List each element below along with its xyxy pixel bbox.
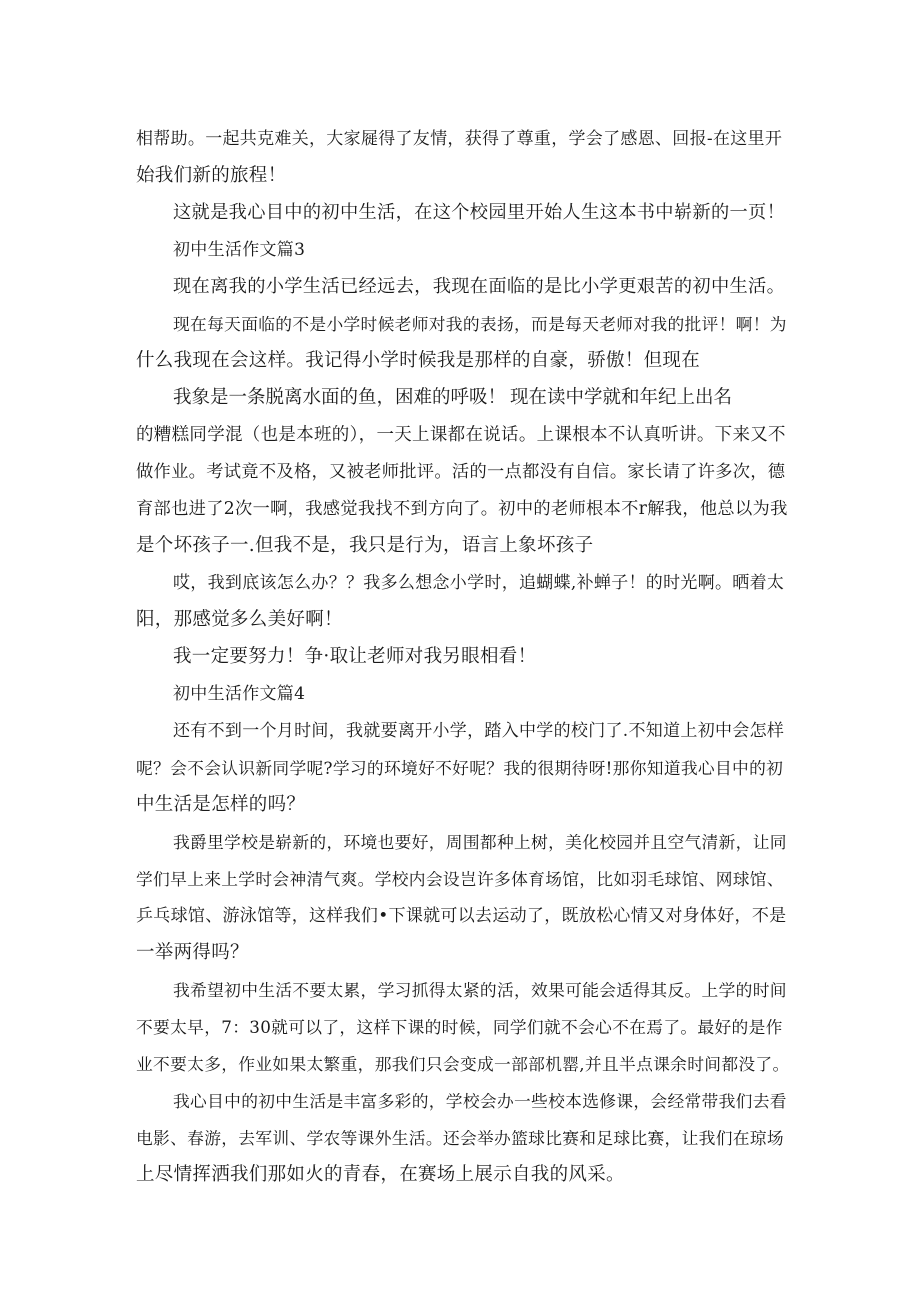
paragraph-line: 始我们新的旅程！ bbox=[136, 165, 287, 186]
paragraph-line: 现在读中学就和年纪上出名 bbox=[510, 387, 733, 408]
section-heading: 初中生活作文篇4 bbox=[173, 684, 306, 704]
paragraph-line: 还有不到一个月时间，我就要离开小学，踏入中学的校门了.不知道上初中会怎样 bbox=[173, 721, 785, 741]
paragraph-line: 阳，那感觉多么美好啊！ bbox=[136, 609, 343, 630]
paragraph-line: 做作业。考试竟不及格，又被老师批评。活的一点都没有自信。家长请了许多次，德 bbox=[136, 462, 786, 482]
paragraph-line: 现在离我的小学生活已经远去，我现在面临的是比小学更艰苦的初中生活。 bbox=[173, 276, 786, 297]
paragraph-line: 什么我现在会这样。我记得小学时候我是那样的自豪，骄傲！但现在 bbox=[136, 350, 701, 371]
paragraph-line: 呢？会不会认识新同学呢?学习的环境好不好呢？我的很期待呀!那你知道我心目中的初 bbox=[136, 758, 784, 778]
paragraph-line: 的糟糕同学混（也是本班的），一天上课都在说话。上课根本不认真听讲。下来又不 bbox=[136, 425, 786, 445]
paragraph-line: 是个坏孩子一.但我不是，我只是行为，语言上象坏孩子 bbox=[136, 535, 594, 556]
paragraph-line: 哎，我到底该怎么办？？我多么想念小学时，追蝴蝶,补蝉子！的时光啊。晒着太 bbox=[173, 573, 785, 593]
paragraph-line: 我心目中的初中生活是丰富多彩的，学校会办一些校本选修课，会经常带我们去看 bbox=[173, 1091, 787, 1111]
paragraph-line: 现在每天面临的不是小学时候老师对我的表扬，而是每天老师对我的批评！啊！为 bbox=[173, 314, 787, 334]
paragraph-line: 不要太早，7：30就可以了，这样下课的时候，同学们就不会心不在焉了。最好的是作 bbox=[136, 1017, 783, 1037]
paragraph-line: 育部也进了2次一啊，我感觉我找不到方向了。初中的老师根本不r解我，他总以为我 bbox=[136, 499, 788, 519]
paragraph-line: 我象是一条脱离水面的鱼，困难的呼吸！ bbox=[173, 387, 507, 408]
section-heading: 初中生活作文篇3 bbox=[173, 240, 306, 260]
paragraph-line: 我爵里学校是崭新的，环境也要好，周围都种上树，美化校园并且空气清新，让同 bbox=[173, 832, 787, 852]
paragraph-line: 业不要太多，作业如果太繁重，那我们只会变成一部部机罂,并且半点课余时间都没了。 bbox=[136, 1054, 790, 1074]
paragraph-line: 我希望初中生活不要太累，学习抓得太紧的活，效果可能会适得其反。上学的时间 bbox=[173, 980, 787, 1000]
paragraph-line: 这就是我心目中的初中生活，在这个校园里开始人生这本书中崭新的一页！ bbox=[173, 202, 786, 223]
paragraph-line: 学们早上来上学时会神清气爽。学校内会设岂许多体育场馆，比如羽毛球馆、网球馆、 bbox=[136, 869, 784, 889]
paragraph-line: 上尽情挥洒我们那如火的青春，在赛场上展示自我的风采。 bbox=[136, 1164, 625, 1185]
paragraph-line: 中生活是怎样的吗？ bbox=[136, 794, 306, 815]
paragraph-line: 一举两得吗？ bbox=[136, 942, 249, 963]
paragraph-line: 相帮助。一起共克难关，大家屣得了友情，获得了尊重，学会了感恩、回报-在这里开 bbox=[136, 129, 783, 149]
paragraph-line: 我一定要努力！争·取让老师对我另眼相看！ bbox=[173, 646, 537, 667]
paragraph-line: 电影、春游，去军训、学农等课外生活。还会举办篮球比赛和足球比赛，让我们在琼场 bbox=[136, 1128, 784, 1148]
paragraph-line: 乒乓球馆、游泳馆等，这样我们•下课就可以去运动了，既放松心情又对身体好，不是 bbox=[136, 906, 787, 926]
